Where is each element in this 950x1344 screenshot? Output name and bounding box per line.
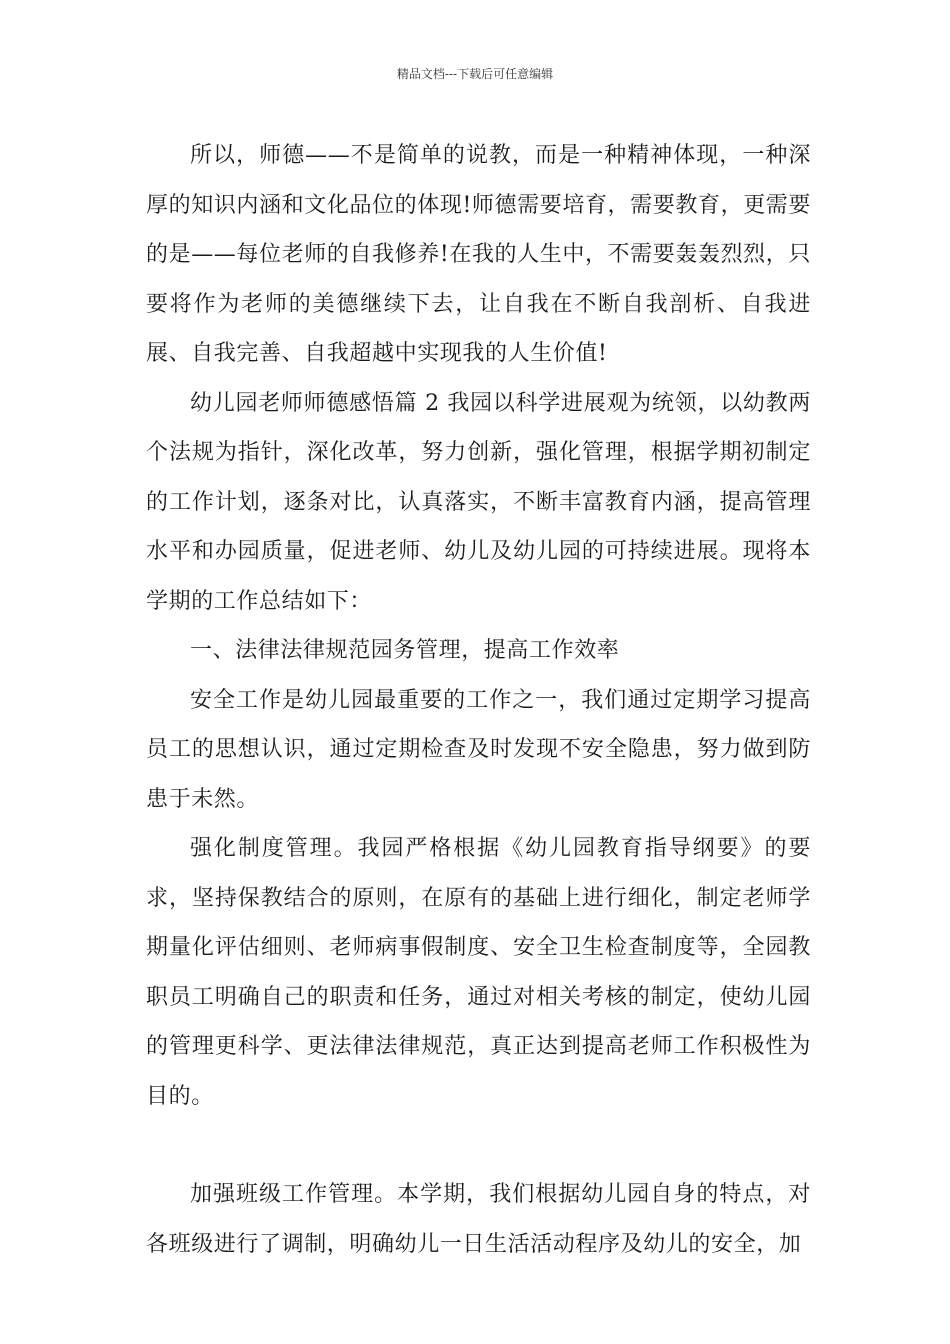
section-heading-management: 一、法律法律规范园务管理，提高工作效率 bbox=[190, 638, 620, 663]
paragraph-class-management: 加强班级工作管理。本学期，我们根据幼儿园自身的特点，对各班级进行了调制，明确幼儿一日生活活动程序及幼儿的安全，加 bbox=[146, 1182, 811, 1257]
paragraph-safety-work: 安全工作是幼儿园最重要的工作之一，我们通过定期学习提高员工的思想认识，通过定期检查及时发现不安全隐患，努力做到防患于未然。 bbox=[146, 687, 811, 812]
paragraph-teacher-ethics-conclusion: 所以，师德——不是简单的说教，而是一种精神体现，一种深厚的知识内涵和文化品位的体现!师德需要培育，需要教育，更需要的是——每位老师的自我修养!在我的人生中，不需要轰轰烈烈，只要将作为老师的美德继续下去，让自我在不断自我剖析、自我进展、自我完善、自我超越中实现我的人生价值! bbox=[146, 143, 811, 366]
document-body bbox=[146, 131, 811, 1269]
paragraph-reflection-2-intro: 幼儿园老师师德感悟篇 2 我园以科学进展观为统领，以幼教两个法规为指针，深化改革，努力创新，强化管理，根据学期初制定的工作计划，逐条对比，认真落实，不断丰富教育内涵，提高管理水平和办园质量，促进老师、幼儿及幼儿园的可持续进展。现将本学期的工作总结如下： bbox=[146, 390, 811, 614]
paragraph-system-management: 强化制度管理。我园严格根据《幼儿园教育指导纲要》的要求，坚持保教结合的原则，在原有的基础上进行细化，制定老师学期量化评估细则、老师病事假制度、安全卫生检查制度等，全园教职员工明确自己的职责和任务，通过对相关考核的制定，使幼儿园的管理更科学、更法律法律规范，真正达到提高老师工作积极性为目的。 bbox=[146, 836, 811, 1109]
page-header: 精品文档---下载后可任意编辑 bbox=[396, 67, 554, 81]
